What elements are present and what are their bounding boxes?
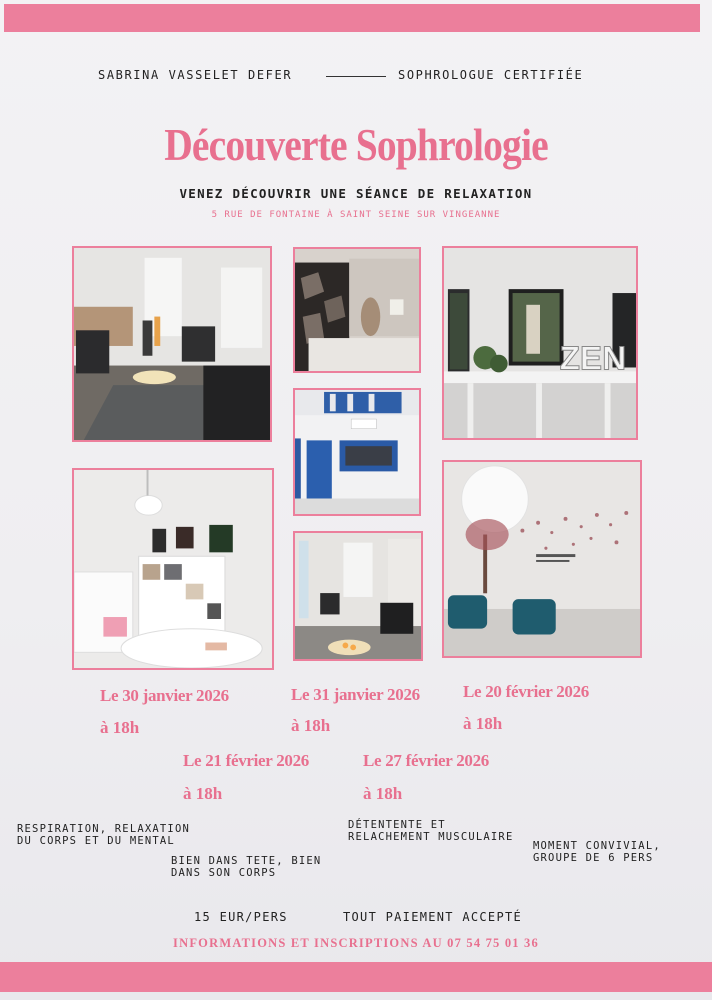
photo-exterior-blue-door [293,388,421,516]
price-per-person: 15 EUR/PERS [194,910,288,924]
session-date: Le 30 janvier 2026 [100,686,229,705]
session-time: à 18h [183,784,223,803]
flyer-title: Découverte Sophrologie [164,119,548,170]
benefit-line: DÉTENTENTE ET [348,819,446,831]
session-date: Le 27 février 2026 [363,751,489,770]
benefit-line: RELACHEMENT MUSCULAIRE [348,831,514,843]
benefit-breathing [17,823,190,847]
photo-shelf-zen [442,246,638,440]
benefit-line: BIEN DANS TETE, BIEN [171,855,322,867]
payment-methods: TOUT PAIEMENT ACCEPTÉ [343,910,523,924]
venue-address: 5 RUE DE FONTAINE À SAINT SEINE SUR VINGEANNE [211,210,501,220]
photo-living-room [72,246,272,442]
benefit-wellbeing [171,855,321,879]
photo-desk-screen [293,247,421,373]
flyer-subtitle: VENEZ DÉCOUVRIR UNE SÉANCE DE RELAXATION [179,186,533,201]
benefit-line: MOMENT CONVIVIAL, [533,840,661,852]
benefit-line: DANS SON CORPS [171,867,277,879]
photo-chair-candles [293,531,423,661]
benefit-line: DU CORPS ET DU MENTAL [17,835,175,847]
session-time: à 18h [291,716,331,735]
contact-info: INFORMATIONS ET INSCRIPTIONS AU 07 54 75 01 36 [173,936,539,950]
zen-letters: ZEN [559,340,627,378]
session-date: Le 21 février 2026 [183,751,309,770]
benefit-group [533,840,661,864]
photo-room-shelves [72,468,274,670]
top-pink-band [4,4,700,32]
session-date: Le 20 février 2026 [463,682,589,701]
practitioner-role: SOPHROLOGUE CERTIFIÉE [398,68,584,82]
photo-tree-mural [442,460,642,658]
session-time: à 18h [463,714,503,733]
benefit-line: GROUPE DE 6 PERS [533,852,654,864]
session-time: à 18h [100,718,140,737]
bottom-pink-band [0,962,712,992]
session-date: Le 31 janvier 2026 [291,685,420,704]
benefit-line: RESPIRATION, RELAXATION [17,823,190,835]
benefit-relaxation [348,819,513,843]
practitioner-name: SABRINA VASSELET DEFER [98,68,293,82]
header-divider [326,76,386,77]
session-time: à 18h [363,784,403,803]
